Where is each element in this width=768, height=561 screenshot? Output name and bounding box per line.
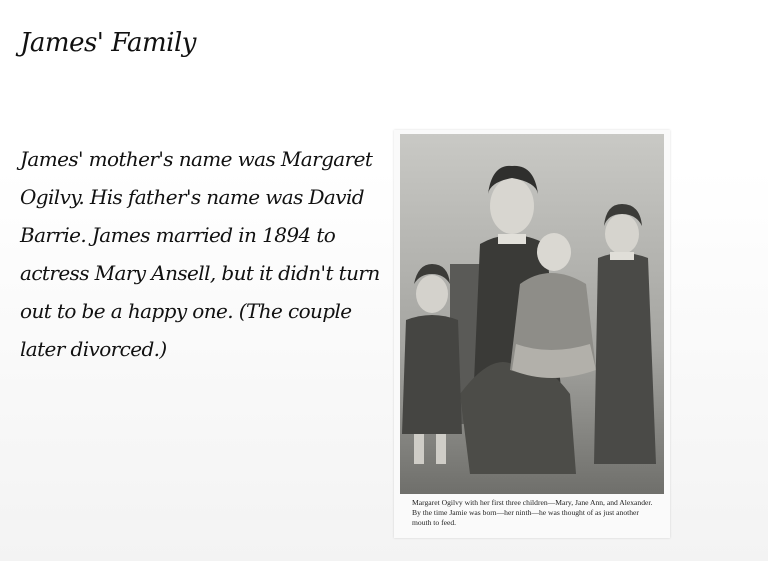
family-photo bbox=[400, 134, 664, 494]
body-text: James' mother's name was Margaret Ogilvy. His father's name was David Barrie. James married in 1894 to actress Mary Ansell, but it didn't turn out to be a happy one. (The couple later divorced.) bbox=[20, 147, 380, 361]
photo-card bbox=[394, 130, 670, 538]
slide-title: James' Family bbox=[20, 28, 196, 58]
photo-caption: Margaret Ogilvy with her first three children—Mary, Jane Ann, and Alexander. By the time Jamie was born—her ninth—he was thought of as just another mouth to feed. bbox=[412, 498, 653, 527]
